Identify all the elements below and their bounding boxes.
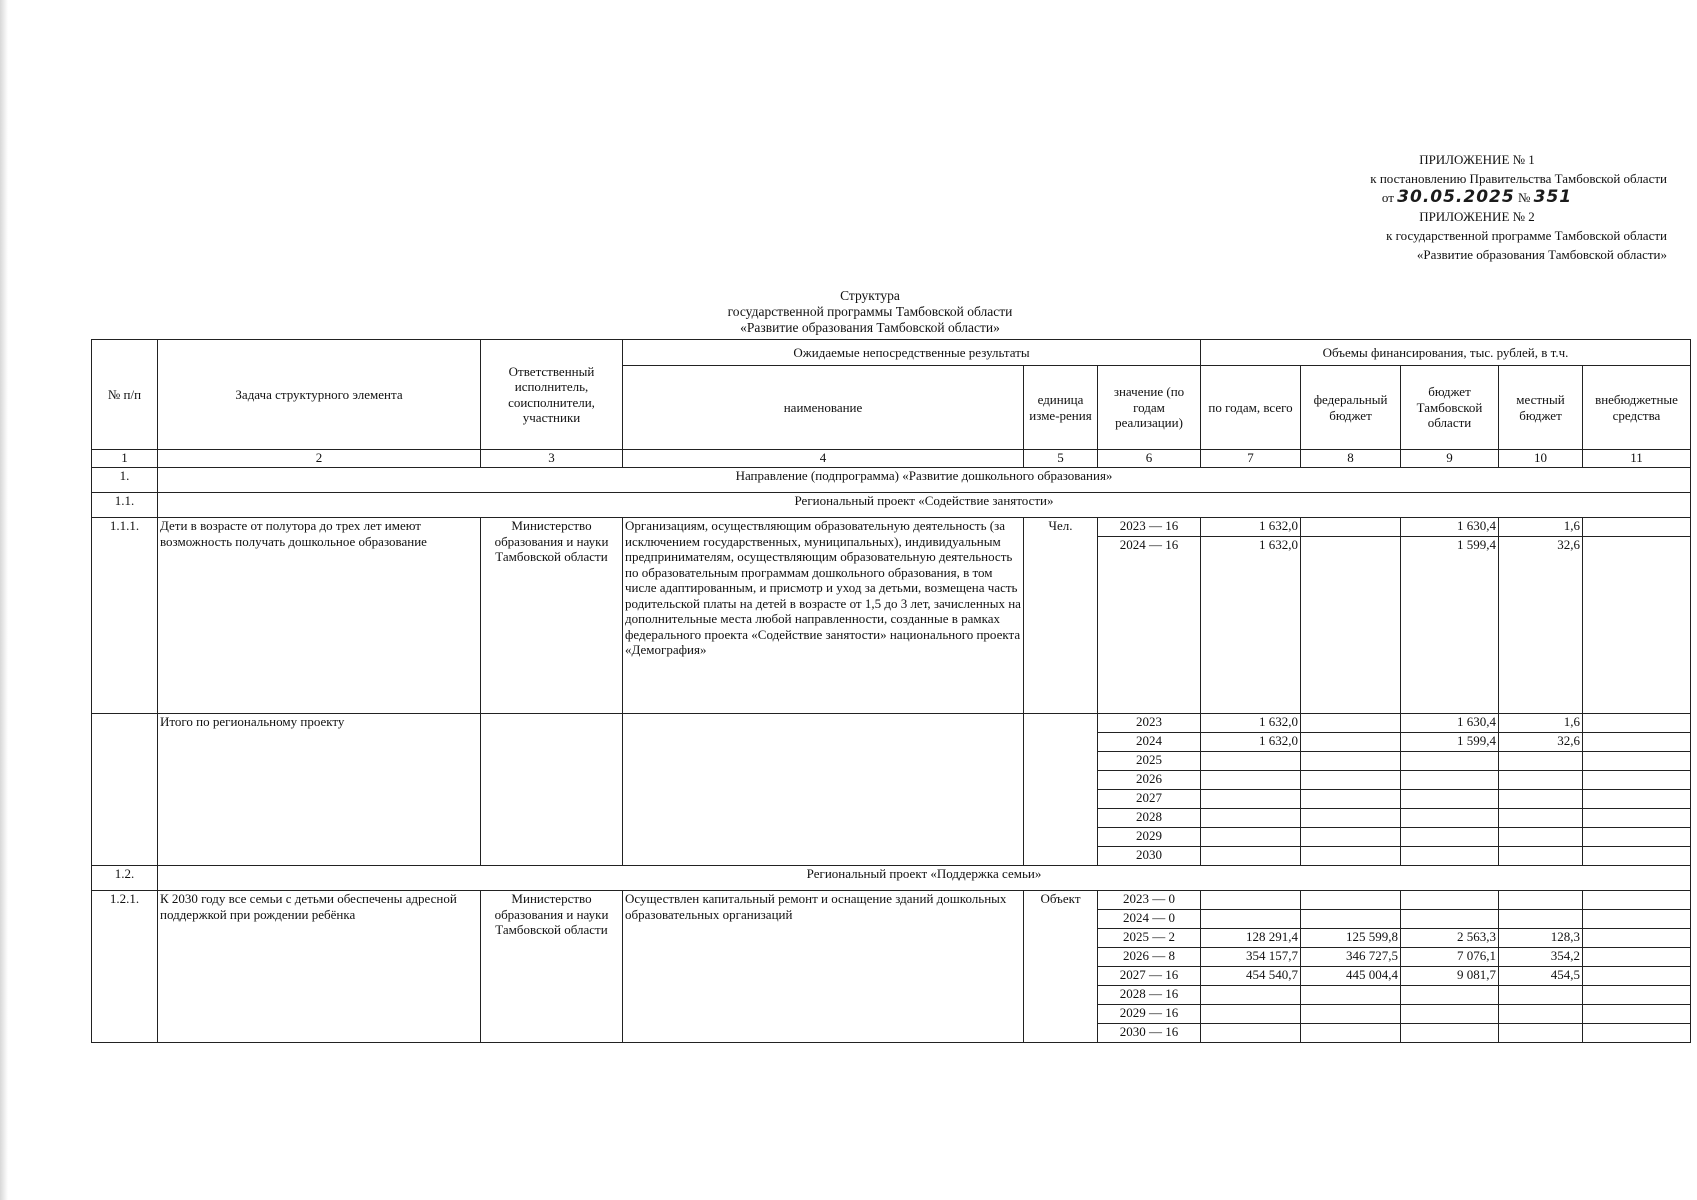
fin-local-cell: 354,2	[1499, 948, 1583, 967]
title-line-2: государственной программы Тамбовской области	[727, 304, 1013, 319]
fin-regional-cell	[1401, 828, 1499, 847]
fin-total-cell: 1 632,0	[1201, 537, 1301, 714]
section-title: Региональный проект «Поддержка семьи»	[158, 866, 1691, 891]
fin-local-cell	[1499, 771, 1583, 790]
total-row	[92, 714, 1691, 733]
fin-federal-cell	[1301, 714, 1401, 733]
fin-federal-cell	[1301, 790, 1401, 809]
section-row-1	[92, 468, 1691, 493]
appendix-1-title: ПРИЛОЖЕНИЕ № 1	[1419, 152, 1535, 167]
fin-local-cell	[1499, 790, 1583, 809]
fin-local-cell	[1499, 847, 1583, 866]
section-title: Региональный проект «Содействие занятости»	[158, 493, 1691, 518]
fin-federal-cell	[1301, 828, 1401, 847]
row-task: К 2030 году все семьи с детьми обеспечены адресной поддержкой при рождении ребёнка	[158, 891, 481, 1043]
fin-extra-cell	[1583, 537, 1691, 714]
year-value: 2030 — 16	[1098, 1024, 1201, 1043]
header-fin-regional: бюджет Тамбовской области	[1401, 366, 1499, 450]
year-value: 2023	[1098, 714, 1201, 733]
year-value: 2028	[1098, 809, 1201, 828]
fin-local-cell: 1,6	[1499, 518, 1583, 537]
fin-federal-cell	[1301, 986, 1401, 1005]
year-value: 2026	[1098, 771, 1201, 790]
fin-regional-cell	[1401, 790, 1499, 809]
year-value: 2029 — 16	[1098, 1005, 1201, 1024]
fin-total-cell	[1201, 809, 1301, 828]
fin-extra-cell	[1583, 891, 1691, 910]
fin-local-cell	[1499, 986, 1583, 1005]
year-value: 2027 — 16	[1098, 967, 1201, 986]
year-value: 2025 — 2	[1098, 929, 1201, 948]
row-result-name: Организациям, осуществляющим образовательную деятельность (за исключением государственных, муниципальных), индивидуальным предпринимателям, осуществляющим образовательную деятельность по образовательным программам дошкольного образования, в том числе адаптированным, и присмотр и уход за детьми, возмещена часть родительской платы на детей в возрасте от 1,5 до 3 лет, зачисленных на дополнительные места любой направленности, созданные в рамках федерального проекта «Содействие занятости» национального проекта «Демография»	[623, 518, 1024, 714]
total-number-empty	[92, 714, 158, 866]
section-row-1-1	[92, 493, 1691, 518]
row-number: 1.1.1.	[92, 518, 158, 714]
fin-regional-cell: 1 599,4	[1401, 537, 1499, 714]
year-value: 2029	[1098, 828, 1201, 847]
fin-regional-cell: 2 563,3	[1401, 929, 1499, 948]
header-finance-group: Объемы финансирования, тыс. рублей, в т.ч.	[1201, 340, 1691, 366]
table-row	[92, 518, 1691, 537]
column-number: 3	[481, 450, 623, 468]
program-structure-table	[91, 339, 1691, 1043]
section-number: 1.1.	[92, 493, 158, 518]
fin-total-cell: 128 291,4	[1201, 929, 1301, 948]
column-number-row	[92, 450, 1691, 468]
date-prefix: от	[1381, 190, 1394, 205]
fin-total-cell	[1201, 1005, 1301, 1024]
table-row	[92, 891, 1691, 910]
fin-federal-cell	[1301, 518, 1401, 537]
section-number: 1.	[92, 468, 158, 493]
year-value: 2027	[1098, 790, 1201, 809]
fin-extra-cell	[1583, 733, 1691, 752]
fin-extra-cell	[1583, 1024, 1691, 1043]
column-number: 5	[1024, 450, 1098, 468]
fin-local-cell: 32,6	[1499, 537, 1583, 714]
fin-extra-cell	[1583, 986, 1691, 1005]
appendix-2-reference: к государственной программе Тамбовской области	[1386, 228, 1667, 243]
total-unit-empty	[1024, 714, 1098, 866]
handwritten-date: 30.05.2025	[1397, 187, 1515, 207]
fin-federal-cell	[1301, 891, 1401, 910]
title-line-3: «Развитие образования Тамбовской области»	[740, 320, 1000, 335]
fin-regional-cell: 1 630,4	[1401, 518, 1499, 537]
row-responsible: Министерство образования и науки Тамбовской области	[481, 891, 623, 1043]
fin-extra-cell	[1583, 847, 1691, 866]
fin-extra-cell	[1583, 828, 1691, 847]
year-value: 2024 — 16	[1098, 537, 1201, 714]
total-label: Итого по региональному проекту	[158, 714, 481, 866]
column-number: 7	[1201, 450, 1301, 468]
fin-federal-cell	[1301, 752, 1401, 771]
fin-extra-cell	[1583, 1005, 1691, 1024]
fin-extra-cell	[1583, 809, 1691, 828]
fin-total-cell	[1201, 847, 1301, 866]
fin-total-cell	[1201, 771, 1301, 790]
header-fin-local: местный бюджет	[1499, 366, 1583, 450]
header-responsible: Ответственный исполнитель, соисполнители, участники	[481, 340, 623, 450]
fin-total-cell: 354 157,7	[1201, 948, 1301, 967]
section-row-1-2	[92, 866, 1691, 891]
year-value: 2023 — 0	[1098, 891, 1201, 910]
column-number: 9	[1401, 450, 1499, 468]
row-result-name: Осуществлен капитальный ремонт и оснащение зданий дошкольных образовательных организаций	[623, 891, 1024, 1043]
fin-regional-cell: 9 081,7	[1401, 967, 1499, 986]
fin-regional-cell: 1 599,4	[1401, 733, 1499, 752]
column-number: 2	[158, 450, 481, 468]
row-number: 1.2.1.	[92, 891, 158, 1043]
fin-federal-cell	[1301, 809, 1401, 828]
header-results-name: наименование	[623, 366, 1024, 450]
fin-local-cell	[1499, 809, 1583, 828]
fin-extra-cell	[1583, 752, 1691, 771]
fin-regional-cell	[1401, 1005, 1499, 1024]
header-row-1	[92, 340, 1691, 366]
fin-regional-cell	[1401, 1024, 1499, 1043]
fin-total-cell	[1201, 752, 1301, 771]
fin-regional-cell	[1401, 986, 1499, 1005]
row-responsible: Министерство образования и науки Тамбовской области	[481, 518, 623, 714]
year-value: 2026 — 8	[1098, 948, 1201, 967]
appendix-2-title: ПРИЛОЖЕНИЕ № 2	[1419, 209, 1535, 224]
fin-local-cell: 454,5	[1499, 967, 1583, 986]
total-responsible-empty	[481, 714, 623, 866]
fin-federal-cell	[1301, 910, 1401, 929]
fin-extra-cell	[1583, 790, 1691, 809]
fin-federal-cell	[1301, 733, 1401, 752]
fin-federal-cell: 445 004,4	[1301, 967, 1401, 986]
fin-local-cell	[1499, 752, 1583, 771]
fin-regional-cell	[1401, 847, 1499, 866]
fin-total-cell	[1201, 1024, 1301, 1043]
column-number: 4	[623, 450, 1024, 468]
header-results-group: Ожидаемые непосредственные результаты	[623, 340, 1201, 366]
fin-regional-cell: 7 076,1	[1401, 948, 1499, 967]
document-title	[620, 288, 1120, 336]
fin-total-cell: 1 632,0	[1201, 518, 1301, 537]
approval-block	[1287, 150, 1667, 264]
fin-extra-cell	[1583, 929, 1691, 948]
fin-regional-cell	[1401, 752, 1499, 771]
fin-extra-cell	[1583, 518, 1691, 537]
fin-local-cell	[1499, 1024, 1583, 1043]
fin-regional-cell	[1401, 771, 1499, 790]
number-sign: №	[1517, 190, 1531, 205]
fin-federal-cell: 346 727,5	[1301, 948, 1401, 967]
header-results-value: значение (по годам реализации)	[1098, 366, 1201, 450]
fin-total-cell	[1201, 910, 1301, 929]
fin-regional-cell	[1401, 910, 1499, 929]
column-number: 8	[1301, 450, 1401, 468]
row-unit: Чел.	[1024, 518, 1098, 714]
year-value: 2024	[1098, 733, 1201, 752]
fin-local-cell: 1,6	[1499, 714, 1583, 733]
fin-total-cell	[1201, 986, 1301, 1005]
fin-extra-cell	[1583, 771, 1691, 790]
fin-federal-cell	[1301, 1005, 1401, 1024]
fin-federal-cell	[1301, 771, 1401, 790]
fin-local-cell	[1499, 910, 1583, 929]
fin-total-cell	[1201, 891, 1301, 910]
fin-federal-cell	[1301, 847, 1401, 866]
fin-total-cell	[1201, 828, 1301, 847]
fin-federal-cell	[1301, 537, 1401, 714]
row-unit: Объект	[1024, 891, 1098, 1043]
fin-extra-cell	[1583, 967, 1691, 986]
header-num: № п/п	[92, 340, 158, 450]
fin-extra-cell	[1583, 714, 1691, 733]
column-number: 11	[1583, 450, 1691, 468]
fin-local-cell	[1499, 891, 1583, 910]
year-value: 2024 — 0	[1098, 910, 1201, 929]
fin-local-cell: 128,3	[1499, 929, 1583, 948]
fin-local-cell	[1499, 1005, 1583, 1024]
appendix-2-program-name: «Развитие образования Тамбовской области»	[1416, 247, 1667, 262]
fin-extra-cell	[1583, 948, 1691, 967]
row-task: Дети в возрасте от полутора до трех лет имеют возможность получать дошкольное образование	[158, 518, 481, 714]
column-number: 10	[1499, 450, 1583, 468]
fin-regional-cell	[1401, 809, 1499, 828]
title-line-1: Структура	[840, 288, 900, 303]
fin-local-cell: 32,6	[1499, 733, 1583, 752]
fin-total-cell: 1 632,0	[1201, 714, 1301, 733]
header-fin-total: по годам, всего	[1201, 366, 1301, 450]
header-results-unit: единица изме-рения	[1024, 366, 1098, 450]
total-result-empty	[623, 714, 1024, 866]
year-value: 2023 — 16	[1098, 518, 1201, 537]
fin-extra-cell	[1583, 910, 1691, 929]
fin-federal-cell: 125 599,8	[1301, 929, 1401, 948]
fin-federal-cell	[1301, 1024, 1401, 1043]
fin-regional-cell	[1401, 891, 1499, 910]
header-fin-extra: внебюджетные средства	[1583, 366, 1691, 450]
header-fin-federal: федеральный бюджет	[1301, 366, 1401, 450]
scan-edge-shadow	[0, 0, 8, 1200]
handwritten-number: 351	[1533, 187, 1573, 207]
column-number: 6	[1098, 450, 1201, 468]
fin-total-cell: 454 540,7	[1201, 967, 1301, 986]
decree-date-line	[1287, 188, 1667, 207]
fin-local-cell	[1499, 828, 1583, 847]
year-value: 2028 — 16	[1098, 986, 1201, 1005]
header-task: Задача структурного элемента	[158, 340, 481, 450]
section-title: Направление (подпрограмма) «Развитие дошкольного образования»	[158, 468, 1691, 493]
column-number: 1	[92, 450, 158, 468]
section-number: 1.2.	[92, 866, 158, 891]
year-value: 2025	[1098, 752, 1201, 771]
fin-total-cell	[1201, 790, 1301, 809]
appendix-1-reference: к постановлению Правительства Тамбовской области	[1370, 171, 1667, 186]
fin-regional-cell: 1 630,4	[1401, 714, 1499, 733]
fin-total-cell: 1 632,0	[1201, 733, 1301, 752]
year-value: 2030	[1098, 847, 1201, 866]
